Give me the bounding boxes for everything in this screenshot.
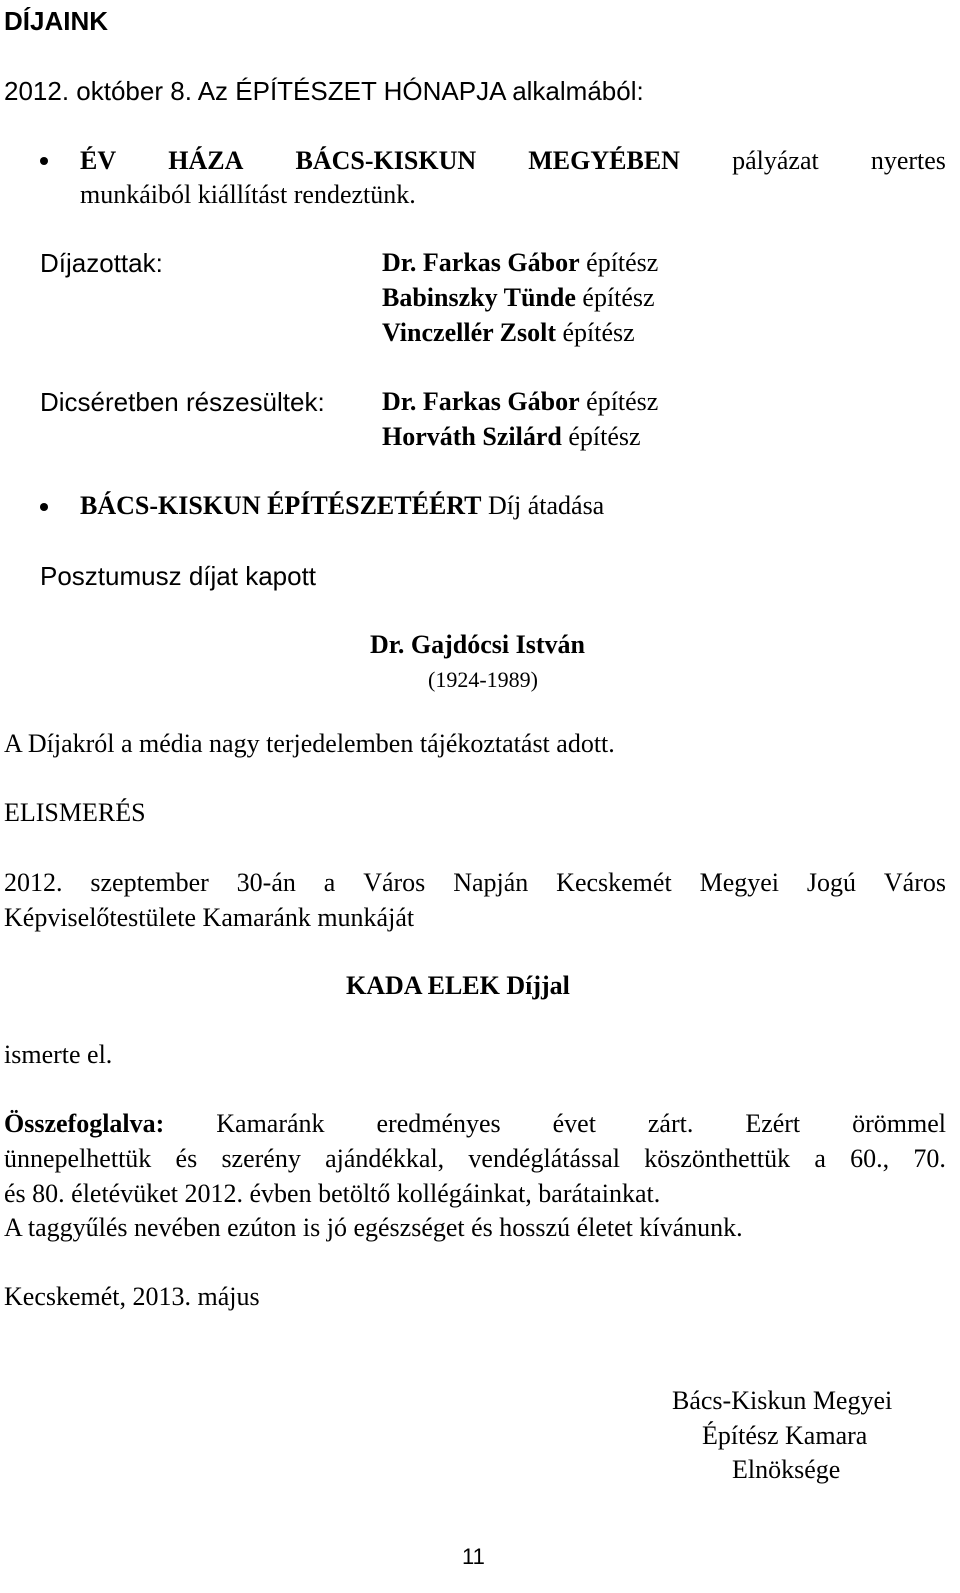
word: Napján [453,868,529,897]
recognition-closing: ismerte el. [4,1040,113,1069]
posthumous-years: (1924-1989) [428,667,538,692]
word: a [814,1144,826,1173]
commended-item [382,420,641,454]
commended-item [382,385,658,419]
bullet1-line1 [80,144,946,178]
award-title: KADA ELEK Díjjal [346,971,570,1000]
summary-line3: és 80. életévüket 2012. évben betöltő kollégáinkat, barátainkat. [4,1179,661,1208]
word: szerény [221,1144,301,1173]
person-role: építész [586,248,659,277]
signature-line: Építész Kamara [702,1421,868,1450]
person-name: Horváth Szilárd [382,422,562,451]
word: BÁCS-KISKUN [295,146,477,175]
recognition-line2: Képviselőtestülete Kamaránk munkáját [4,903,415,932]
person-name: Dr. Farkas Gábor [382,387,580,416]
summary-line1 [4,1107,946,1141]
word: HÁZA [168,146,244,175]
person-name: Vinczellér Zsolt [382,318,557,347]
person-role: építész [568,422,641,451]
word: 60., [850,1144,890,1173]
word: 2012. [4,868,63,897]
person-name: Dr. Farkas Gábor [382,248,580,277]
word: 70. [913,1144,946,1173]
word: ünnepelhettük [4,1144,152,1173]
recognition-line1 [4,866,946,900]
posthumous-label: Posztumusz díjat kapott [40,561,317,591]
person-role: építész [582,283,655,312]
person-role: építész [586,387,659,416]
posthumous-name: Dr. Gajdócsi István [370,630,586,659]
commended-label: Dicséretben részesültek: [40,387,325,417]
place-date: Kecskemét, 2013. május [4,1282,260,1311]
winner-item [382,316,635,350]
word: Város [363,868,426,897]
award-name: BÁCS-KISKUN ÉPÍTÉSZETÉÉRT [80,491,482,520]
media-line: A Díjakról a média nagy terjedelemben tájékoztatást adott. [4,729,615,758]
word: Megyei [699,868,779,897]
word: Kamaránk [216,1109,325,1138]
bullet2-line [80,489,604,523]
bullet1-line2: munkáiból kiállítást rendeztünk. [80,180,416,209]
word: ÉV [80,146,117,175]
signature-line: Bács-Kiskun Megyei [672,1386,893,1415]
word: zárt. [647,1109,694,1138]
word: Város [883,868,946,897]
word: köszönthettük [644,1144,791,1173]
summary-line2 [4,1142,946,1176]
word: évet [552,1109,596,1138]
word: eredményes [376,1109,501,1138]
winners-label: Díjazottak: [40,248,163,278]
word: Ezért [745,1109,801,1138]
word: szeptember [90,868,209,897]
word: és [175,1144,198,1173]
word: Kecskemét [556,868,672,897]
page-heading: DÍJAINK [4,6,109,36]
winner-item [382,246,658,280]
word: vendéglátással [468,1144,621,1173]
word: a [323,868,336,897]
person-role: építész [562,318,635,347]
person-name: Babinszky Tünde [382,283,576,312]
word: 30-án [236,868,296,897]
signature-line: Elnöksége [732,1455,841,1484]
recognition-heading: ELISMERÉS [4,798,146,827]
winner-item [382,281,655,315]
word: Összefoglalva: [4,1109,165,1138]
word: ajándékkal, [325,1144,445,1173]
word: MEGYÉBEN [528,146,680,175]
word: nyertes [870,146,946,175]
summary-line4: A taggyűlés nevében ezúton is jó egészséget és hosszú életet kívánunk. [4,1213,743,1242]
page-number: 11 [462,1544,485,1569]
word: pályázat [732,146,819,175]
intro-line: 2012. október 8. Az ÉPÍTÉSZET HÓNAPJA alkalmából: [4,76,644,106]
bullet-icon [40,157,48,165]
award-rest: Díj átadása [488,491,605,520]
bullet-icon [40,503,48,511]
word: örömmel [852,1109,946,1138]
word: Jogú [806,868,857,897]
